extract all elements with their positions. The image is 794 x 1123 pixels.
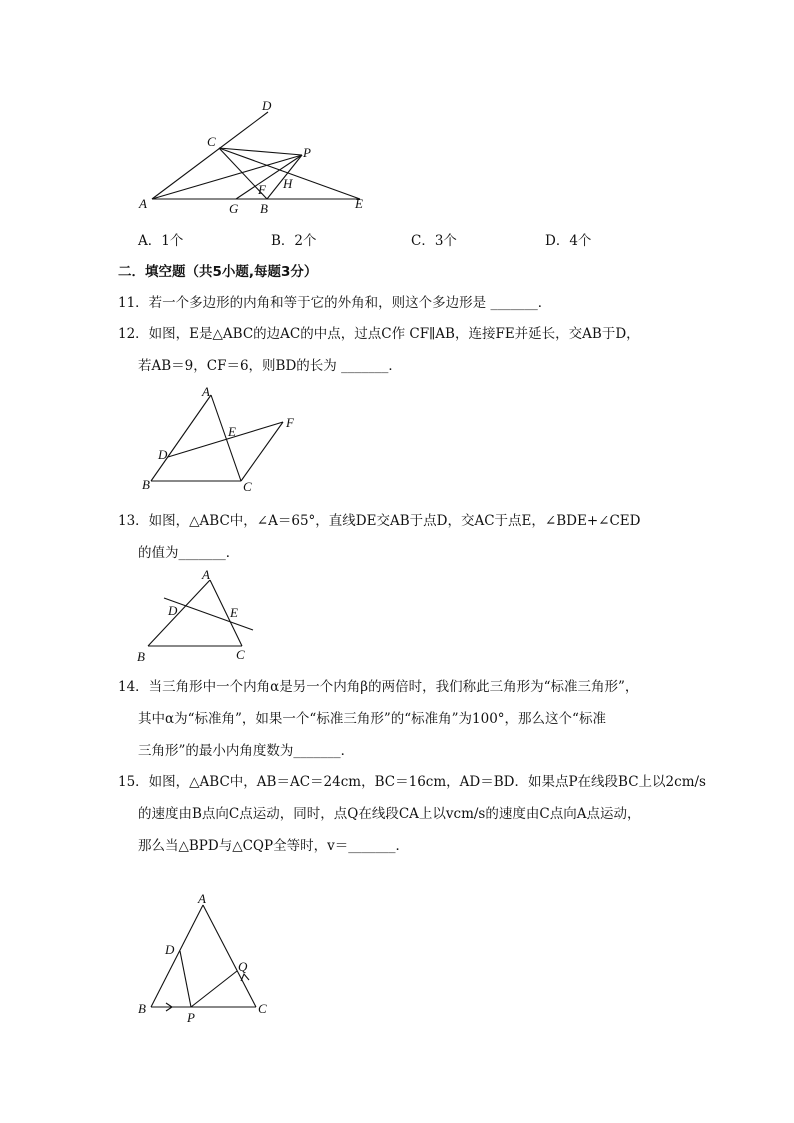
fig13-label-E: E [230,605,238,620]
question-15-line1: 15．如图，△ABC中，AB＝AC＝24cm，BC＝16cm，AD＝BD．如果点P在线段BC上以2cm/s [118,774,706,790]
figure-q13 [0,565,794,665]
figure-q10 [0,0,794,230]
figure-q13-svg [0,565,794,665]
figure-q10-svg [0,0,794,230]
fig10-label-P: P [303,145,311,160]
fig15-label-D: D [165,942,175,957]
question-12-line1: 12．如图，E是△ABC的边AC的中点，过点C作 CF∥AB，连接FE并延长，交AB于D， [118,326,640,342]
question-13-line2: 的值为_______． [138,545,240,561]
fig12-label-F: F [286,415,294,430]
fig10-label-E: E [355,196,363,211]
figure-q15-svg [0,885,794,1025]
question-14-line1: 14．当三角形中一个内角α是另一个内角β的两倍时，我们称此三角形为“标准三角形”， [118,679,639,695]
fig13-label-D: D [168,603,178,618]
question-14-line3: 三角形”的最小内角度数为_______． [138,743,355,759]
figure-q10-lines [152,112,360,199]
fig10-label-G: G [229,201,239,216]
figure-q12-lines [151,395,283,481]
fig12-label-C: C [243,479,252,494]
choice-c: C．3个 [411,233,457,249]
section-title: 二．填空题（共5小题,每题3分） [118,264,318,280]
fig15-label-C: C [258,1001,267,1016]
fig10-label-C: C [207,134,216,149]
choice-a: A．1个 [138,233,184,249]
question-11: 11．若一个多边形的内角和等于它的外角和，则这个多边形是 _______． [118,295,552,311]
fig12-label-A: A [202,384,210,399]
question-14-line2: 其中α为“标准角”，如果一个“标准三角形”的“标准角”为100°，那么这个“标准 [138,711,606,727]
fig15-label-B: B [138,1001,146,1016]
fig15-label-A: A [198,891,206,906]
fig12-label-D: D [158,447,168,462]
fig13-label-A: A [202,567,210,582]
fig13-label-B: B [137,649,145,664]
figure-q12-svg [0,380,794,495]
question-13-line1: 13．如图，△ABC中，∠A＝65°，直线DE交AB于点D，交AC于点E，∠BDE+∠CED [118,513,641,529]
fig10-label-F: F [258,182,266,197]
fig13-label-C: C [236,647,245,662]
question-15-line2: 的速度由B点向C点运动，同时，点Q在线段CA上以vcm/s的速度由C点向A点运动， [138,806,641,822]
fig10-label-A: A [139,196,147,211]
figure-q12 [0,380,794,495]
fig15-label-P: P [187,1010,195,1025]
fig12-label-B: B [142,477,150,492]
fig15-label-Q: Q [238,959,248,974]
choice-d: D．4个 [545,233,592,249]
fig10-label-D: D [262,98,272,113]
question-12-line2: 若AB＝9，CF＝6，则BD的长为 _______． [138,358,402,374]
figure-q15 [0,885,794,1025]
fig10-label-B: B [260,201,268,216]
question-15-line3: 那么当△BPD与△CQP全等时，v＝_______． [138,838,409,854]
choice-b: B．2个 [271,233,317,249]
fig12-label-E: E [228,424,236,439]
fig10-label-H: H [283,176,293,191]
